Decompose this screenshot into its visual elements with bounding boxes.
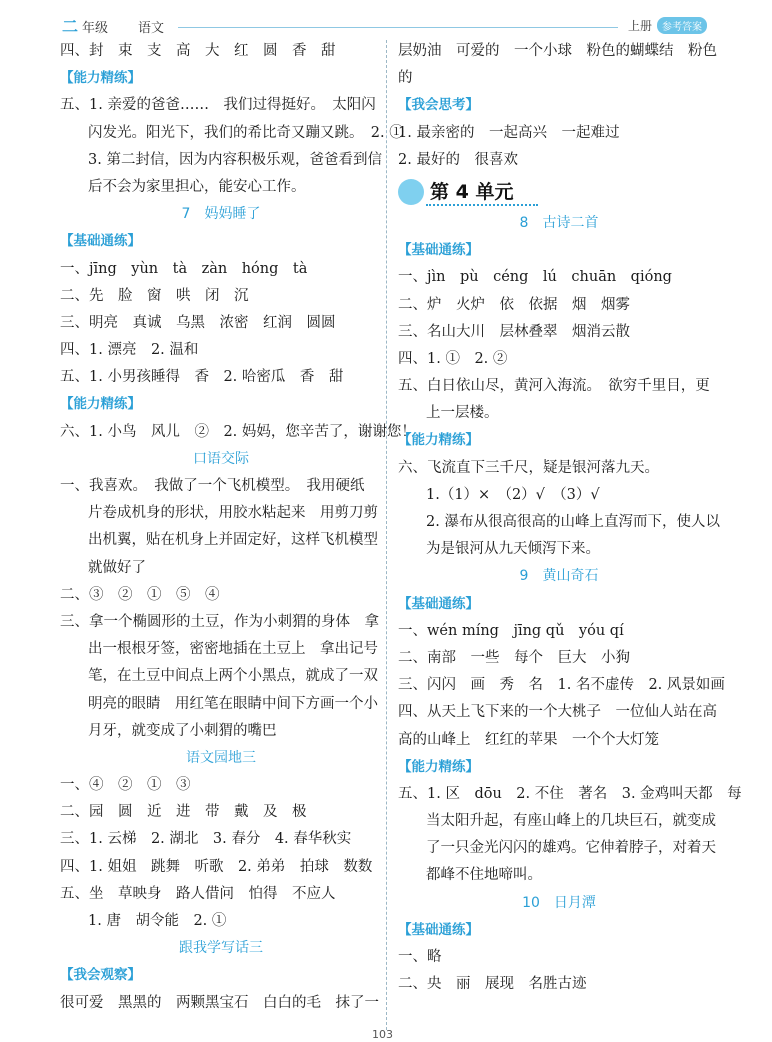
lesson-title: 9 黄山奇石 — [519, 568, 599, 585]
answer-line: 为是银河从九天倾泻下来。 — [426, 541, 600, 558]
answer-line: 的 — [398, 70, 413, 87]
answer-line: 1. 最亲密的 一起高兴 一起难过 — [398, 124, 620, 141]
unit-title: 第 4 单元 — [430, 180, 514, 203]
section-label: 【基础通练】 — [398, 595, 479, 612]
answer-line: 明亮的眼睛 用红笔在眼睛中间下方画一个小 — [88, 695, 378, 712]
section-label: 【我会观察】 — [60, 967, 141, 984]
answer-line: 1. 唐 胡令能 2. ① — [88, 913, 227, 929]
section-label: 【能力精练】 — [60, 70, 141, 87]
answer-line: 二、南部 一些 每个 巨大 小狗 — [398, 649, 630, 666]
section-label: 【基础通练】 — [398, 242, 479, 259]
lesson-title: 跟我学写话三 — [179, 940, 263, 957]
answer-line: 四、封 束 支 高 大 红 圆 香 甜 — [60, 43, 336, 59]
answer-line: 3. 第二封信，因为内容积极乐观，爸爸看到信 — [88, 151, 382, 168]
grade-number: 二 — [62, 17, 79, 36]
answer-line: 五、1. 亲爱的爸爸…… 我们过得挺好。 太阳闪 — [60, 97, 376, 114]
answer-line: 二、炉 火炉 依 依据 烟 烟雾 — [398, 296, 630, 313]
right-column — [398, 38, 742, 998]
section-label: 【能力精练】 — [398, 758, 479, 775]
answer-line: 三、明亮 真诚 乌黑 浓密 红润 圆圆 — [60, 314, 336, 331]
answer-line: 三、闪闪 画 秀 名 1. 名不虚传 2. 风景如画 — [398, 677, 725, 694]
answer-line: 后不会为家里担心，能安心工作。 — [88, 178, 306, 195]
column-divider — [386, 40, 387, 1030]
lesson-title: 10 日月潭 — [522, 894, 596, 911]
answer-line: 就做好了 — [88, 559, 146, 576]
answer-line: 二、③ ② ① ⑤ ④ — [60, 586, 220, 603]
answer-line: 1.（1）× （2）√ （3）√ — [426, 486, 600, 503]
answer-line: 月牙，就变成了小刺猬的嘴巴 — [88, 722, 277, 739]
answer-line: 二、园 圆 近 进 带 戴 及 极 — [60, 804, 307, 821]
answer-line: 四、从天上飞下来的一个大桃子 一位仙人站在高 — [398, 704, 717, 721]
answer-line: 上一层楼。 — [426, 405, 499, 422]
unit-heading — [398, 174, 720, 210]
answer-line: 五、1. 小男孩睡得 香 2. 哈密瓜 香 甜 — [60, 369, 344, 386]
answer-line: 笔，在土豆中间点上两个小黑点，就成了一双 — [88, 668, 378, 685]
lesson-title: 8 古诗二首 — [519, 214, 599, 231]
answer-line: 四、1. 姐姐 跳舞 听歌 2. 弟弟 拍球 数数 — [60, 858, 373, 875]
answer-line: 三、1. 云梯 2. 湖北 3. 春分 4. 春华秋实 — [60, 831, 352, 848]
answer-line: 出一根根牙签，密密地插在土豆上 拿出记号 — [88, 641, 378, 658]
subject-label: 语文 — [138, 21, 165, 36]
unit-dot-icon — [398, 179, 424, 205]
answer-line: 一、④ ② ① ③ — [60, 777, 191, 794]
answer-line: 五、坐 草映身 路人借问 怕得 不应人 — [60, 885, 336, 902]
answer-line: 2. 最好的 很喜欢 — [398, 151, 518, 168]
answer-line: 2. 瀑布从很高很高的山峰上直泻而下，使人以 — [426, 514, 720, 530]
answer-line: 六、飞流直下三千尺，疑是银河落九天。 — [398, 459, 659, 476]
answer-line: 层奶油 可爱的 一个小球 粉色的蝴蝶结 粉色 — [398, 43, 717, 59]
answer-badge: 参考答案 — [657, 17, 707, 34]
lesson-title: 语文园地三 — [186, 749, 256, 766]
section-label: 【能力精练】 — [60, 396, 141, 413]
answer-line: 当太阳升起，有座山峰上的几块巨石，就变成 — [426, 813, 716, 830]
grade-label: 年级 — [82, 21, 109, 36]
answer-line: 一、jìn pù céng lú chuān qióng — [398, 269, 672, 286]
answer-line: 一、我喜欢。 我做了一个飞机模型。 我用硬纸 — [60, 478, 365, 494]
section-label: 【基础通练】 — [398, 921, 479, 938]
page-number: 103 — [372, 1028, 393, 1041]
volume-label: 上册 — [628, 19, 653, 33]
lesson-title: 口语交际 — [193, 450, 249, 467]
section-label: 【基础通练】 — [60, 233, 141, 250]
header-rule — [178, 27, 618, 28]
answer-line: 很可爱 黑黑的 两颗黑宝石 白白的毛 抹了一 — [60, 994, 379, 1011]
answer-line: 一、略 — [398, 949, 442, 965]
answer-line: 四、1. 漂亮 2. 温和 — [60, 342, 199, 359]
left-column — [60, 38, 416, 1017]
answer-line: 高的山峰上 红红的苹果 一个个大灯笼 — [398, 731, 659, 748]
answer-line: 四、1. ① 2. ② — [398, 350, 508, 367]
unit-underline — [426, 204, 538, 206]
answer-line: 二、先 脸 窗 哄 闭 沉 — [60, 287, 249, 304]
answer-line: 六、1. 小鸟 风儿 ② 2. 妈妈，您辛苦了，谢谢您！ — [60, 423, 416, 440]
section-label: 【能力精练】 — [398, 432, 479, 449]
lesson-title: 7 妈妈睡了 — [181, 206, 261, 223]
page-header — [0, 0, 772, 40]
section-label: 【我会思考】 — [398, 97, 479, 114]
answer-line: 片卷成机身的形状，用胶水粘起来 用剪刀剪 — [88, 505, 378, 522]
answer-line: 了一只金光闪闪的雄鸡。它伸着脖子，对着天 — [426, 840, 716, 857]
answer-line: 闪发光。阳光下，我们的希比奇又蹦又跳。 2. ① — [88, 124, 404, 141]
answer-line: 一、jīng yùn tà zàn hóng tà — [60, 260, 308, 277]
answer-line: 五、1. 区 dōu 2. 不住 著名 3. 金鸡叫天都 每 — [398, 785, 742, 802]
answer-line: 出机翼，贴在机身上并固定好，这样飞机模型 — [88, 532, 378, 549]
answer-line: 三、拿一个椭圆形的土豆，作为小刺猬的身体 拿 — [60, 613, 379, 630]
answer-line: 一、wén míng jīng qǔ yóu qí — [398, 622, 624, 639]
answer-line: 三、名山大川 层林叠翠 烟消云散 — [398, 323, 630, 340]
answer-line: 都峰不住地啼叫。 — [426, 867, 542, 884]
answer-line: 五、白日依山尽，黄河入海流。 欲穷千里目，更 — [398, 378, 710, 395]
answer-line: 二、央 丽 展现 名胜古迹 — [398, 976, 587, 993]
